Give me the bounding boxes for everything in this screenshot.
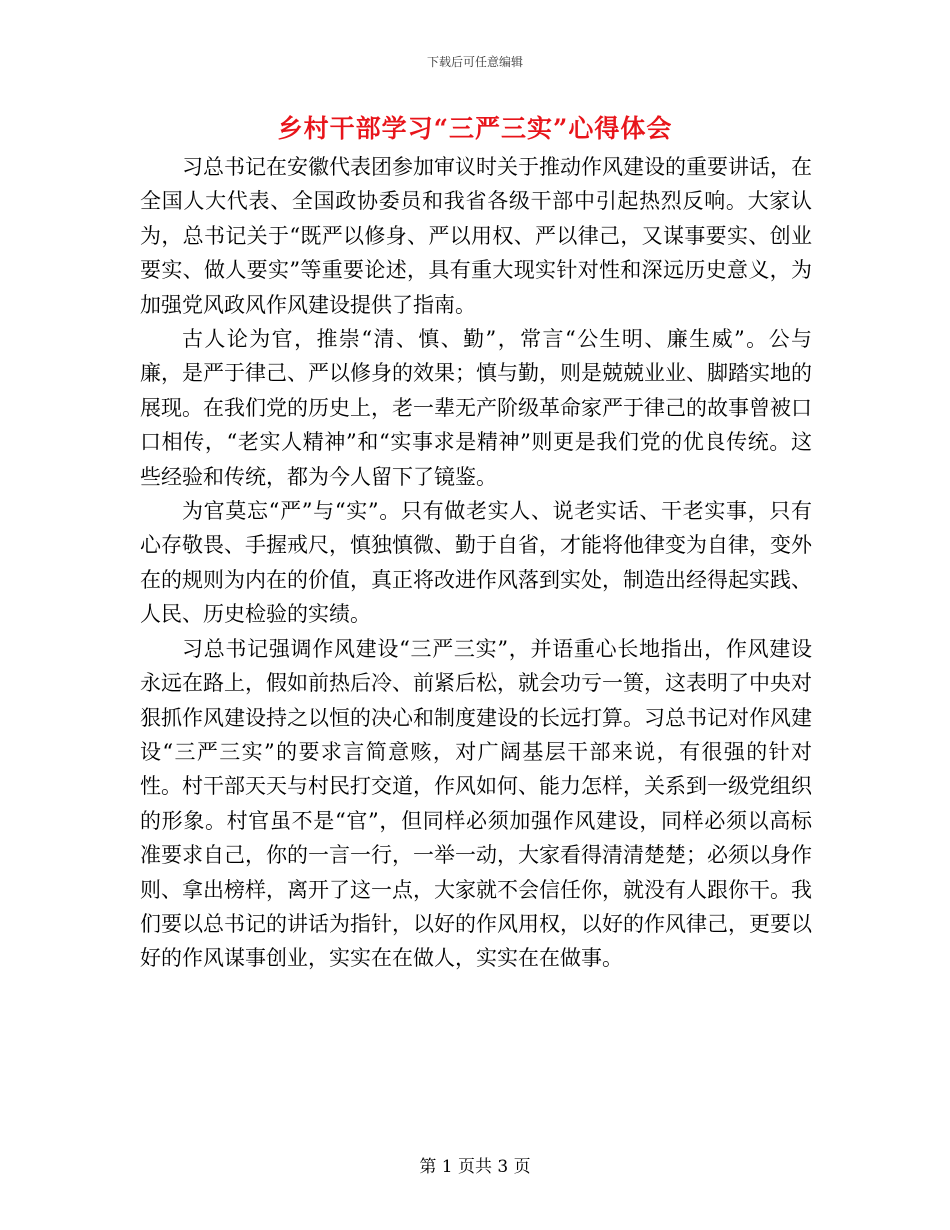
paragraph-3: 为官莫忘“严”与“实”。只有做老实人、说老实话、干老实事，只有心存敬畏、手握戒尺，慎独慎微、勤于自省，才能将他律变为自律，变外在的规则为内在的价值，真正将改进作风落到实处，制造出经得起实践、人民、历史检验的实绩。 <box>140 499 812 627</box>
header-note: 下载后可任意编辑 <box>426 55 523 69</box>
document-title: 乡村干部学习“三严三实”心得体会 <box>277 114 673 143</box>
document-body <box>140 150 812 976</box>
paragraph-1: 习总书记在安徽代表团参加审议时关于推动作风建设的重要讲话，在全国人大代表、全国政协委员和我省各级干部中引起热烈反响。大家认为，总书记关于“既严以修身、严以用权、严以律己，又谋事要实、创业要实、做人要实”等重要论述，具有重大现实针对性和深远历史意义，为加强党风政风作风建设提供了指南。 <box>140 155 812 317</box>
paragraph-4: 习总书记强调作风建设“三严三实”，并语重心长地指出，作风建设永远在路上，假如前热后冷、前紧后松，就会功亏一篑，这表明了中央对狠抓作风建设持之以恒的决心和制度建设的长远打算。习总书记对作风建设“三严三实”的要求言简意赅，对广阔基层干部来说，有很强的针对性。村干部天天与村民打交道，作风如何、能力怎样，关系到一级党组织的形象。村官虽不是“官”，但同样必须加强作风建设，同样必须以高标准要求自己，你的一言一行，一举一动，大家看得清清楚楚；必须以身作则、拿出榜样，离开了这一点，大家就不会信任你，就没有人跟你干。我们要以总书记的讲话为指针，以好的作风用权，以好的作风律己，更要以好的作风谋事创业，实实在在做人，实实在在做事。 <box>140 636 812 971</box>
paragraph-2: 古人论为官，推崇“清、慎、勤”，常言“公生明、廉生威”。公与廉，是严于律己、严以修身的效果；慎与勤，则是兢兢业业、脚踏实地的展现。在我们党的历史上，老一辈无产阶级革命家严于律己的故事曾被口口相传，“老实人精神”和“实事求是精神”则更是我们党的优良传统。这些经验和传统，都为今人留下了镜鉴。 <box>140 327 812 489</box>
page-number: 第 1 页共 3 页 <box>419 1157 531 1177</box>
